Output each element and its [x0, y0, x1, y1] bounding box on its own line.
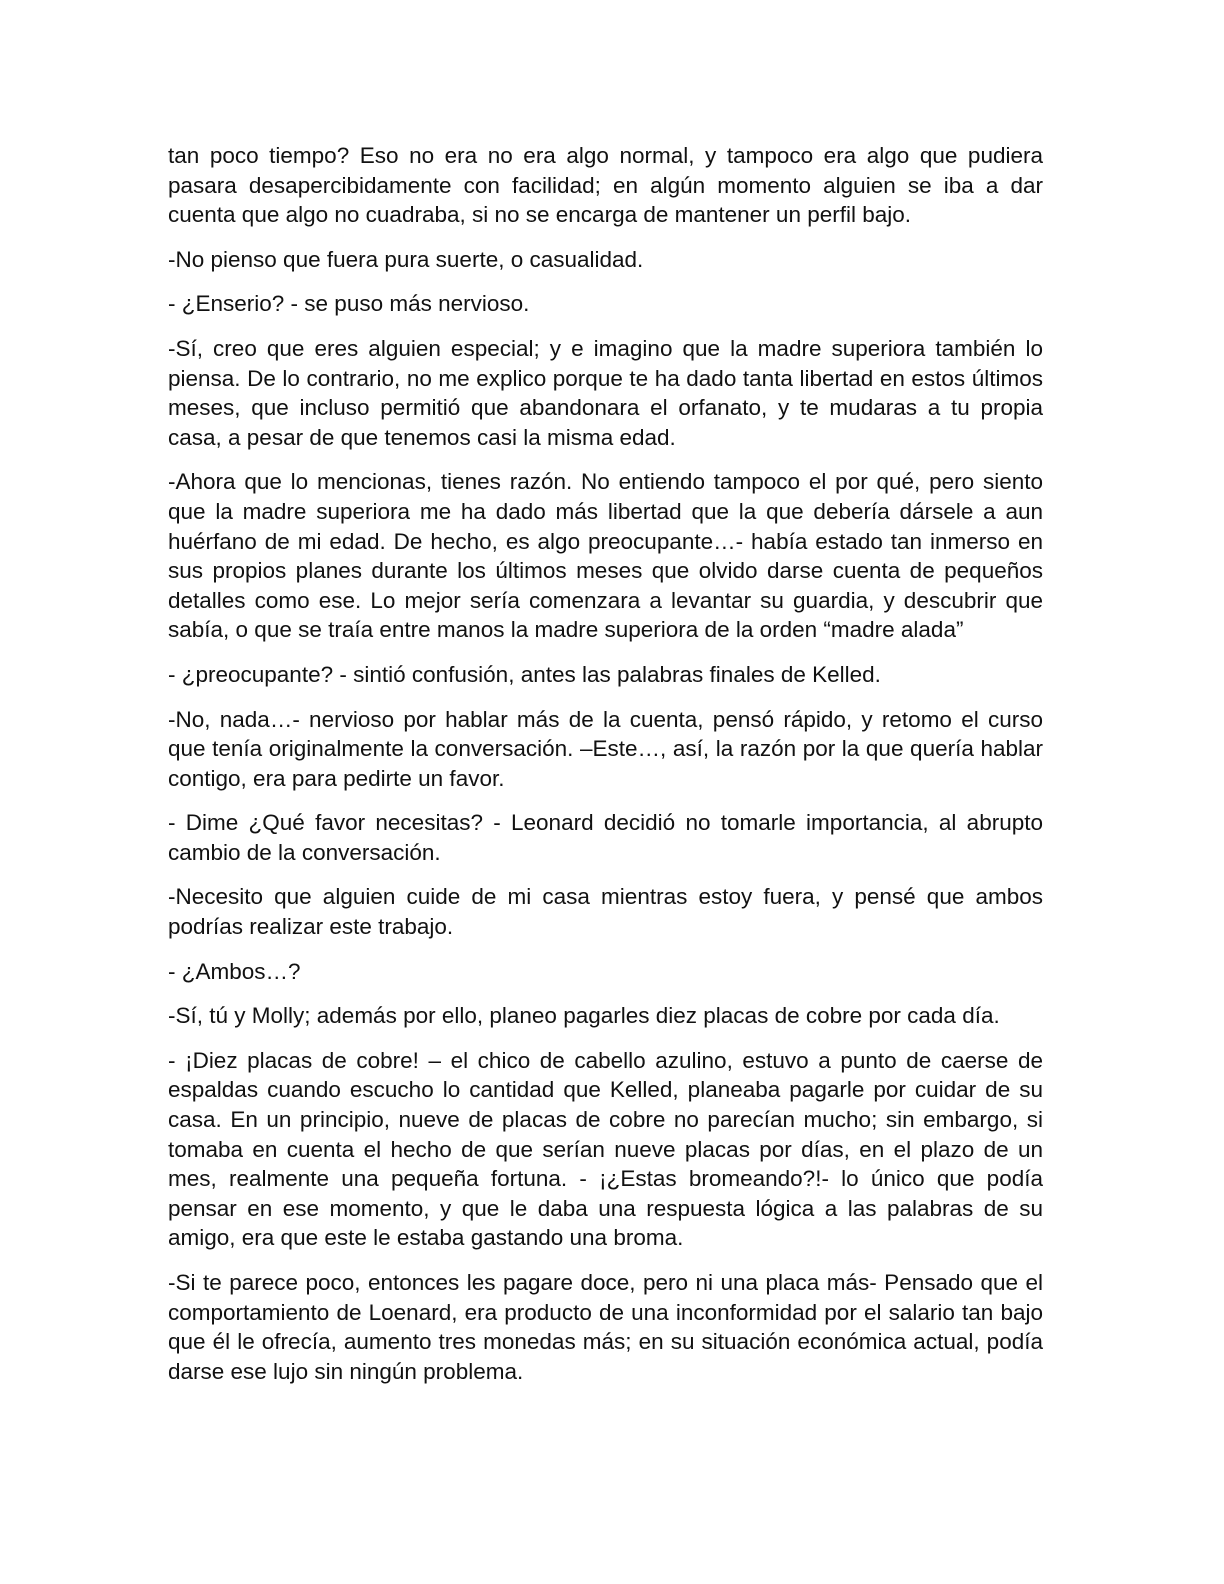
paragraph: -Ahora que lo mencionas, tienes razón. No entiendo tampoco el por qué, pero siento que la madre superiora me ha dado más libertad que la que debería dársele a aun huérfano de mi edad. De hecho, es algo preocupante…- había estado tan inmerso en sus propios planes durante los últimos meses que olvido darse cuenta de pequeños detalles como ese. Lo mejor sería comenzara a levantar su guardia, y descubrir que sabía, o que se traía entre manos la madre superiora de la orden “madre alada”	[168, 469, 1043, 643]
paragraph: -Necesito que alguien cuide de mi casa mientras estoy fuera, y pensé que ambos podrías realizar este trabajo.	[168, 884, 1043, 940]
paragraph: -Sí, creo que eres alguien especial; y e imagino que la madre superiora también lo piensa. De lo contrario, no me explico porque te ha dado tanta libertad en estos últimos meses, que incluso permitió que abandonara el orfanato, y te mudaras a tu propia casa, a pesar de que tenemos casi la misma edad.	[168, 335, 1043, 450]
paragraph: -Si te parece poco, entonces les pagare doce, pero ni una placa más- Pensado que el comportamiento de Loenard, era producto de una inconformidad por el salario tan bajo que él le ofrecía, aumento tres monedas más; en su situación económica actual, podía darse ese lujo sin ningún problema.	[168, 1270, 1043, 1384]
paragraph: -Sí, tú y Molly; además por ello, planeo pagarles diez placas de cobre por cada día.	[168, 1003, 1000, 1029]
paragraph: - ¡Diez placas de cobre! – el chico de cabello azulino, estuvo a punto de caerse de espaldas cuando escucho lo cantidad que Kelled, planeaba pagarle por cuidar de su casa. En un principio, nueve de placas de cobre no parecían mucho; sin embargo, si tomaba en cuenta el hecho de que serían nueve placas por días, en el plazo de un mes, realmente una pequeña fortuna. - ¡¿Estas bromeando?!- lo único que podía pensar en ese momento, y que le daba una respuesta lógica a las palabras de su amigo, era que este le estaba gastando una broma.	[168, 1047, 1043, 1251]
paragraph: - ¿Ambos…?	[168, 958, 301, 984]
paragraph: -No pienso que fuera pura suerte, o casualidad.	[168, 246, 644, 272]
paragraph: tan poco tiempo? Eso no era no era algo normal, y tampoco era algo que pudiera pasara desapercibidamente con facilidad; en algún momento alguien se iba a dar cuenta que algo no cuadraba, si no se encarga de mantener un perfil bajo.	[168, 143, 1043, 228]
paragraph: -No, nada…- nervioso por hablar más de la cuenta, pensó rápido, y retomo el curso que tenía originalmente la conversación. –Este…, así, la razón por la que quería hablar contigo, era para pedirte un favor.	[168, 706, 1043, 791]
paragraph: - Dime ¿Qué favor necesitas? - Leonard decidió no tomarle importancia, al abrupto cambio de la conversación.	[168, 810, 1043, 865]
document-page	[168, 141, 1043, 1401]
paragraph: - ¿Enserio? - se puso más nervioso.	[168, 291, 530, 317]
paragraph: - ¿preocupante? - sintió confusión, antes las palabras finales de Kelled.	[168, 661, 881, 687]
